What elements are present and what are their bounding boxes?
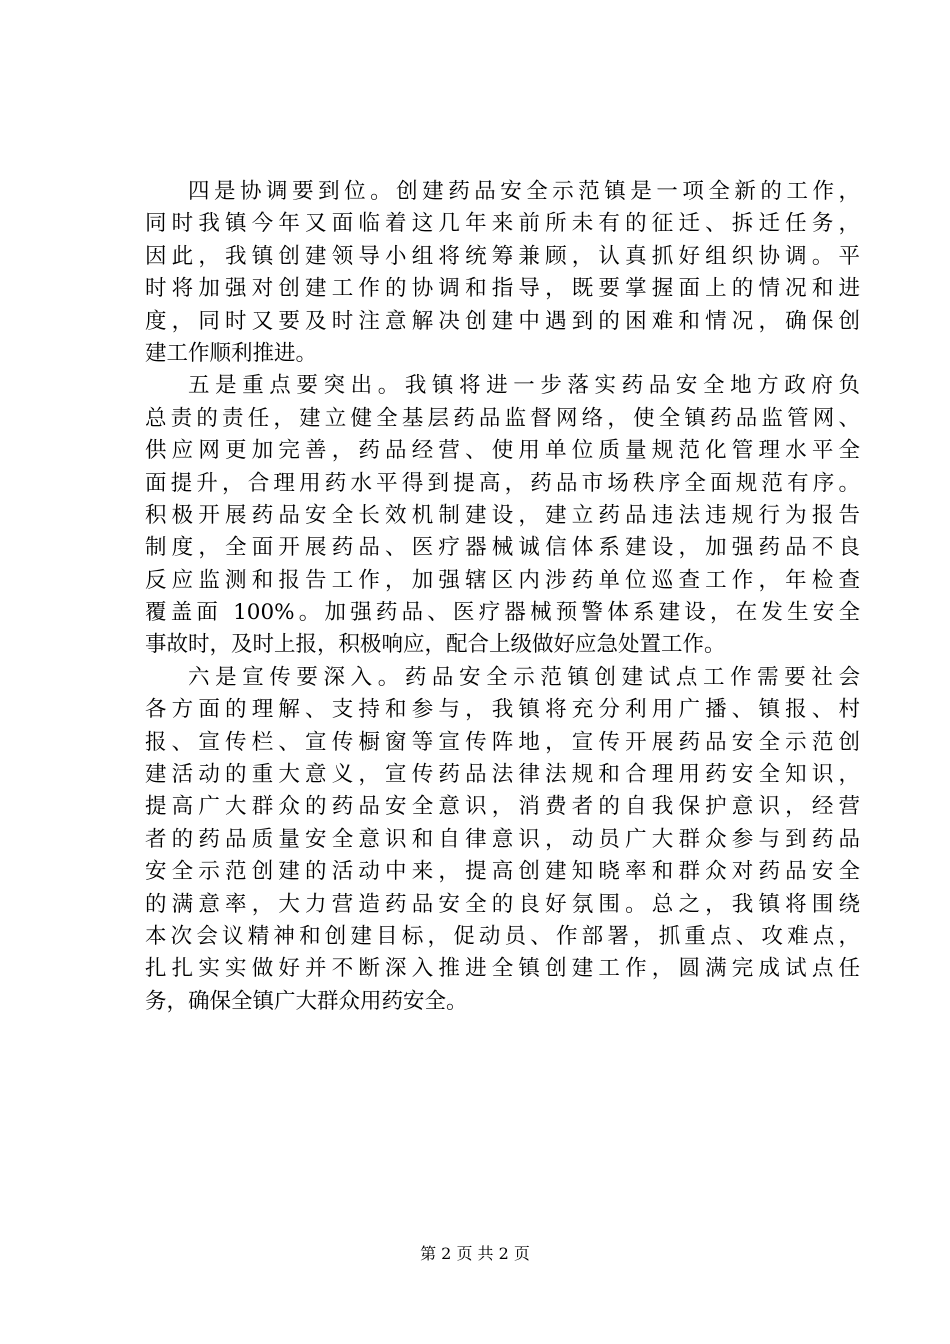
paragraph-line: 五是重点要突出。我镇将进一步落实药品安全地方政府负	[188, 373, 860, 399]
paragraph-line: 四是协调要到位。创建药品安全示范镇是一项全新的工作，	[188, 179, 860, 204]
document-body	[145, 176, 860, 1018]
paragraph-line: 提高广大群众的药品安全意识，消费者的自我保护意识，经营	[145, 794, 860, 820]
paragraph-line: 本次会议精神和创建目标，促动员、作部署，抓重点、攻难点，	[145, 923, 860, 949]
paragraph-4	[145, 176, 860, 370]
paragraph-line: 积极开展药品安全长效机制建设，建立药品违法违规行为报告	[145, 502, 860, 528]
page-footer: 第 2 页 共 2 页	[420, 1244, 530, 1263]
paragraph-line: 供应网更加完善，药品经营、使用单位质量规范化管理水平全	[145, 438, 860, 464]
paragraph-line: 者的药品质量安全意识和自律意识，动员广大群众参与到药品	[145, 826, 860, 852]
paragraph-line: 事故时，及时上报，积极响应，配合上级做好应急处置工作。	[145, 632, 726, 658]
paragraph-line: 的满意率，大力营造药品安全的良好氛围。总之，我镇将围绕	[145, 891, 860, 917]
paragraph-line: 六是宣传要深入。药品安全示范镇创建试点工作需要社会	[188, 664, 860, 690]
paragraph-line: 报、宣传栏、宣传橱窗等宣传阵地，宣传开展药品安全示范创	[145, 729, 860, 755]
paragraph-line: 安全示范创建的活动中来，提高创建知晓率和群众对药品安全	[145, 859, 860, 885]
paragraph-line: 反应监测和报告工作，加强辖区内涉药单位巡查工作，年检查	[145, 567, 860, 593]
paragraph-line: 各方面的理解、支持和参与，我镇将充分利用广播、镇报、村	[145, 697, 860, 723]
paragraph-line: 扎扎实实做好并不断深入推进全镇创建工作，圆满完成试点任	[145, 956, 860, 982]
paragraph-line: 时将加强对创建工作的协调和指导，既要掌握面上的情况和进	[145, 276, 860, 302]
paragraph-line: 面提升，合理用药水平得到提高，药品市场秩序全面规范有序。	[145, 470, 860, 496]
paragraph-line: 同时我镇今年又面临着这几年来前所未有的征迁、拆迁任务，	[145, 211, 860, 237]
paragraph-line: 务，确保全镇广大群众用药安全。	[145, 988, 468, 1014]
paragraph-6	[145, 662, 860, 1018]
paragraph-line: 覆盖面 100%。加强药品、医疗器械预警体系建设，在发生安全	[145, 600, 860, 626]
paragraph-5	[145, 370, 860, 662]
paragraph-line: 建工作顺利推进。	[145, 340, 318, 366]
paragraph-line: 度，同时又要及时注意解决创建中遇到的困难和情况，确保创	[145, 308, 860, 334]
paragraph-line: 建活动的重大意义，宣传药品法律法规和合理用药安全知识，	[145, 762, 860, 788]
paragraph-line: 因此，我镇创建领导小组将统筹兼顾，认真抓好组织协调。平	[145, 243, 860, 269]
paragraph-line: 制度，全面开展药品、医疗器械诚信体系建设，加强药品不良	[145, 535, 860, 561]
paragraph-line: 总责的责任，建立健全基层药品监督网络，使全镇药品监管网、	[145, 405, 860, 431]
